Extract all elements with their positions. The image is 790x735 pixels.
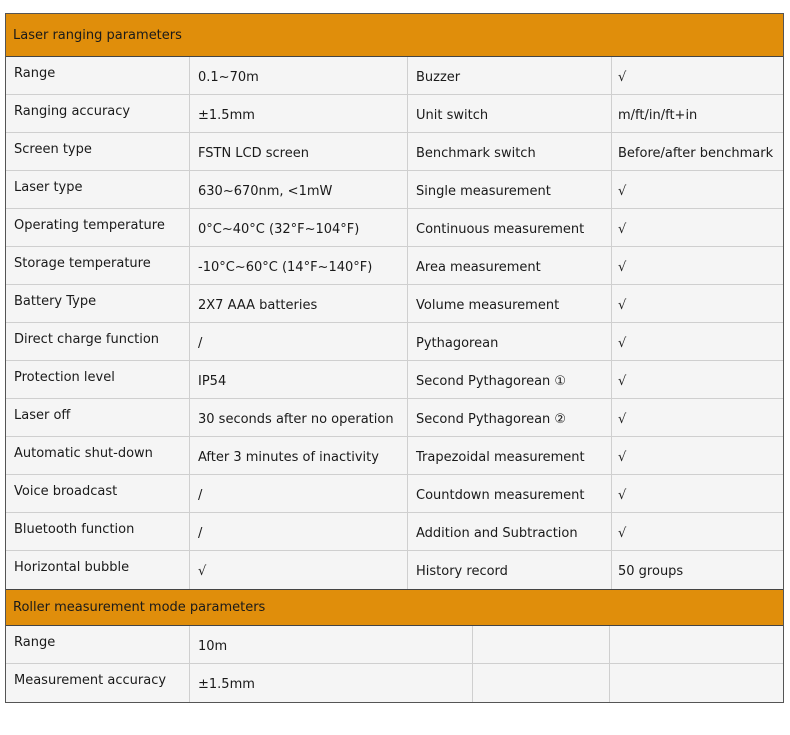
param-name-cell-text: Bluetooth function (14, 522, 135, 537)
feature-name-cell-text: History record (416, 564, 508, 579)
feature-name-cell (408, 551, 612, 589)
param-value-cell-text: 0.1~70m (198, 69, 259, 85)
param-name-cell-text: Range (14, 66, 56, 81)
feature-status-cell (612, 361, 783, 398)
feature-name-cell-text: Countdown measurement (416, 487, 585, 503)
roller-rows (6, 626, 783, 702)
feature-name-cell (408, 133, 612, 170)
param-name-cell-text: Laser off (14, 408, 71, 423)
feature-status-cell (612, 551, 783, 589)
param-value-cell (190, 133, 408, 170)
feature-name-cell (408, 57, 612, 94)
param-name-cell (6, 399, 190, 436)
feature-name-cell (408, 437, 612, 474)
feature-status-cell-text: √ (618, 335, 627, 351)
param-name-cell (6, 133, 190, 170)
feature-status-cell-text: √ (618, 525, 627, 541)
feature-status-cell-text: Before/after benchmark (618, 145, 774, 161)
param-name-cell-text: Protection level (14, 370, 115, 385)
feature-status-cell (612, 209, 783, 246)
param-name-cell (6, 95, 190, 132)
feature-name-cell (408, 209, 612, 246)
feature-status-cell-text: m/ft/in/ft+in (618, 107, 698, 123)
feature-status-cell (612, 285, 783, 322)
feature-status-cell-text: 50 groups (618, 564, 684, 579)
feature-name-cell (408, 361, 612, 398)
param-name-cell (6, 323, 190, 360)
param-value-cell-text: FSTN LCD screen (198, 145, 309, 161)
table-row (6, 437, 783, 475)
table-row (6, 323, 783, 361)
param-name-cell (6, 551, 190, 589)
param-value-cell (190, 626, 473, 663)
table-row (6, 247, 783, 285)
feature-name-cell (408, 247, 612, 284)
param-value-cell (190, 664, 473, 702)
feature-name-cell (408, 399, 612, 436)
feature-status-cell (612, 95, 783, 132)
roller-section-title: Roller measurement mode parameters (13, 600, 266, 615)
feature-status-cell-text: √ (618, 449, 627, 465)
param-name-cell-text: Battery Type (14, 294, 97, 309)
param-value-cell-text: / (198, 487, 203, 503)
feature-status-cell (612, 171, 783, 208)
table-row (6, 285, 783, 323)
table-row (6, 399, 783, 437)
feature-status-cell-text: √ (618, 69, 627, 85)
feature-name-cell-text: Addition and Subtraction (416, 525, 578, 541)
table-row (6, 664, 783, 702)
param-name-cell (6, 247, 190, 284)
feature-name-cell-text: Single measurement (416, 183, 551, 199)
spec-table (5, 13, 784, 703)
feature-name-cell-text: Area measurement (416, 259, 541, 275)
feature-status-cell (612, 399, 783, 436)
param-name-cell (6, 361, 190, 398)
param-value-cell-text: -10°C~60°C (14°F~140°F) (198, 259, 373, 275)
param-name-cell (6, 664, 190, 702)
laser-section-title: Laser ranging parameters (13, 27, 182, 43)
param-value-cell-text: After 3 minutes of inactivity (198, 449, 379, 465)
param-value-cell (190, 361, 408, 398)
param-name-cell-text: Ranging accuracy (14, 104, 131, 119)
feature-status-cell (612, 437, 783, 474)
param-value-cell (190, 209, 408, 246)
laser-section-header (6, 14, 783, 57)
param-name-cell (6, 57, 190, 94)
table-row (6, 551, 783, 589)
feature-name-cell (408, 95, 612, 132)
feature-status-cell (612, 133, 783, 170)
param-value-cell (190, 475, 408, 512)
param-value-cell-text: 0°C~40°C (32°F~104°F) (198, 221, 360, 237)
param-name-cell (6, 626, 190, 663)
param-value-cell (190, 57, 408, 94)
table-row (6, 171, 783, 209)
param-name-cell-text: Operating temperature (14, 218, 165, 233)
param-name-cell-text: Storage temperature (14, 256, 151, 271)
laser-rows (6, 57, 783, 589)
param-name-cell (6, 285, 190, 322)
param-name-cell-text: Direct charge function (14, 332, 160, 347)
param-value-cell-text: IP54 (198, 373, 227, 389)
param-value-cell (190, 551, 408, 589)
feature-name-cell-text: Pythagorean (416, 335, 499, 351)
feature-status-cell (612, 247, 783, 284)
feature-status-cell (612, 475, 783, 512)
feature-status-cell (612, 513, 783, 550)
feature-name-cell (408, 513, 612, 550)
param-value-cell (190, 399, 408, 436)
feature-name-cell-text: Second Pythagorean ① (416, 373, 567, 389)
table-row (6, 361, 783, 399)
param-value-cell (190, 437, 408, 474)
empty-cell (610, 664, 783, 702)
empty-cell (610, 626, 783, 663)
table-row (6, 475, 783, 513)
feature-status-cell-text: √ (618, 259, 627, 275)
feature-name-cell (408, 285, 612, 322)
param-name-cell (6, 171, 190, 208)
table-row (6, 209, 783, 247)
feature-name-cell (408, 475, 612, 512)
feature-name-cell-text: Volume measurement (416, 297, 560, 313)
table-row (6, 626, 783, 664)
empty-cell (473, 626, 610, 663)
feature-name-cell (408, 171, 612, 208)
feature-status-cell-text: √ (618, 411, 627, 427)
feature-status-cell-text: √ (618, 183, 627, 199)
param-value-cell-text: 10m (198, 638, 228, 654)
feature-status-cell (612, 57, 783, 94)
empty-cell (473, 664, 610, 702)
param-value-cell (190, 285, 408, 322)
feature-name-cell (408, 323, 612, 360)
param-value-cell-text: √ (198, 564, 207, 579)
table-row (6, 57, 783, 95)
param-name-cell-text: Measurement accuracy (14, 673, 167, 688)
param-value-cell-text: ±1.5mm (198, 677, 255, 692)
param-value-cell (190, 513, 408, 550)
table-row (6, 513, 783, 551)
param-name-cell-text: Range (14, 635, 56, 650)
param-value-cell-text: 630~670nm, <1mW (198, 183, 333, 199)
feature-status-cell-text: √ (618, 221, 627, 237)
roller-section-header (6, 589, 783, 626)
table-row (6, 95, 783, 133)
param-value-cell (190, 95, 408, 132)
feature-status-cell (612, 323, 783, 360)
param-value-cell-text: 30 seconds after no operation (198, 411, 394, 427)
param-name-cell-text: Horizontal bubble (14, 560, 130, 575)
table-row (6, 133, 783, 171)
param-name-cell-text: Voice broadcast (14, 484, 118, 499)
feature-status-cell-text: √ (618, 487, 627, 503)
param-name-cell (6, 475, 190, 512)
feature-name-cell-text: Continuous measurement (416, 221, 585, 237)
feature-name-cell-text: Second Pythagorean ② (416, 411, 567, 427)
param-value-cell (190, 171, 408, 208)
feature-name-cell-text: Buzzer (416, 69, 461, 85)
feature-status-cell-text: √ (618, 373, 627, 389)
param-name-cell-text: Laser type (14, 180, 83, 195)
feature-name-cell-text: Unit switch (416, 107, 489, 123)
param-value-cell-text: ±1.5mm (198, 107, 255, 123)
feature-status-cell-text: √ (618, 297, 627, 313)
param-value-cell (190, 247, 408, 284)
param-name-cell (6, 513, 190, 550)
param-value-cell-text: / (198, 335, 203, 351)
param-name-cell-text: Automatic shut-down (14, 446, 153, 461)
param-name-cell (6, 209, 190, 246)
param-value-cell (190, 323, 408, 360)
param-name-cell-text: Screen type (14, 142, 92, 157)
param-name-cell (6, 437, 190, 474)
feature-name-cell-text: Benchmark switch (416, 145, 536, 161)
feature-name-cell-text: Trapezoidal measurement (416, 449, 585, 465)
param-value-cell-text: / (198, 525, 203, 541)
param-value-cell-text: 2X7 AAA batteries (198, 297, 318, 313)
